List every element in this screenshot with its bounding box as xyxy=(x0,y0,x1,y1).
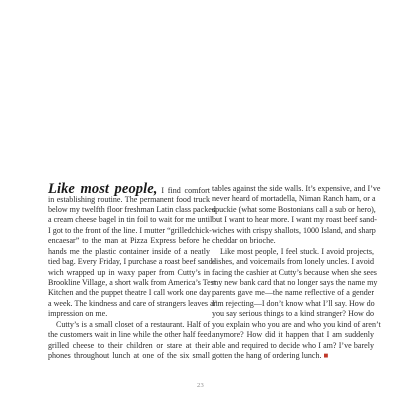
paragraph-line: able and required to decide who I am? I’ve barely xyxy=(212,340,374,350)
paragraph-line: a week. The kindness and care of strangers leaves an xyxy=(48,298,218,308)
paragraph-line: you say serious things to a kind stranger? How do xyxy=(212,309,374,319)
paragraph-line: impression on me. xyxy=(48,309,108,319)
paragraph-line: Like most people, I feel stuck. I avoid projects, xyxy=(220,246,374,256)
paragraph-line: I got to the front of the line. I mutter “grilledchick- xyxy=(48,225,212,235)
paragraph-line: Kitchen and the puppet theatre I call work one day xyxy=(48,288,211,298)
paragraph-line: tables against the side walls. It’s expensive, and I’ve xyxy=(212,184,381,193)
end-of-article-icon: ■ xyxy=(323,351,329,360)
lead-line xyxy=(48,182,210,195)
paragraph-line: Brookline Village, a short walk from America’s Test xyxy=(48,278,217,287)
paragraph-line: in establishing routine. The permanent food truck xyxy=(48,194,210,204)
paragraph-line: grilled cheese to their children or stare at their xyxy=(48,340,210,350)
paragraph-line: Cutty’s is a small closet of a restaurant. Half of xyxy=(56,319,210,329)
paragraph-line: never heard of mortadella, Niman Ranch ham, or a xyxy=(212,194,376,204)
paragraph-line: dishes, and voicemails from lonely uncles. I avoid xyxy=(212,257,374,267)
paragraph-line: parents gave me—the name reflective of a gender xyxy=(212,288,374,298)
paragraph-line: my new bank card that no longer says the name my xyxy=(212,277,378,287)
paragraph-line: tied bag. Every Friday, I purchase a roast beef sand- xyxy=(48,257,216,267)
paragraph-line: the customers wait in line while the other half feed xyxy=(48,330,212,340)
lead-in-phrase: Like most people, xyxy=(48,181,158,197)
paragraph-line: hands me the plastic container inside of a neatly xyxy=(48,246,210,256)
paragraph-line: phones throughout lunch at one of the six small xyxy=(48,351,210,361)
paragraph-line: facing the cashier at Cutty’s because when she sees xyxy=(212,267,377,277)
paragraph-line: you explain who you are and who you kind of aren’t xyxy=(212,319,381,329)
right-column xyxy=(212,184,381,361)
paragraph-line: wich wrapped up in waxy paper from Cutty’s in xyxy=(48,267,210,277)
final-paragraph-line xyxy=(212,351,374,361)
paragraph-line: wiches with crispy shallots, 1000 Island, and sharp xyxy=(212,225,376,235)
paragraph-text: I find comfort xyxy=(157,186,211,195)
paragraph-line: spuckie (what some Bostonians call a sub or hero), xyxy=(212,204,376,214)
left-column xyxy=(48,181,218,362)
page-number: 23 xyxy=(196,382,205,389)
paragraph-text: gotten the hang of ordering lunch. xyxy=(212,351,322,360)
paragraph-line: below my twelfth floor freshman Latin class packed xyxy=(48,204,216,214)
paragraph-line: anymore? How did it happen that I am suddenly xyxy=(212,330,374,340)
paragraph-line: a cream cheese bagel in tin foil to wait for me until xyxy=(48,215,213,225)
paragraph-line: I’m rejecting—I don’t know what I’ll say. How do xyxy=(212,298,375,308)
paragraph-line: encaesar” to the man at Pizza Express before he xyxy=(48,236,210,246)
paragraph-line: but I want to hear more. I want my roast beef sand- xyxy=(212,215,377,225)
paragraph-line: cheddar on brioche. xyxy=(212,236,276,246)
